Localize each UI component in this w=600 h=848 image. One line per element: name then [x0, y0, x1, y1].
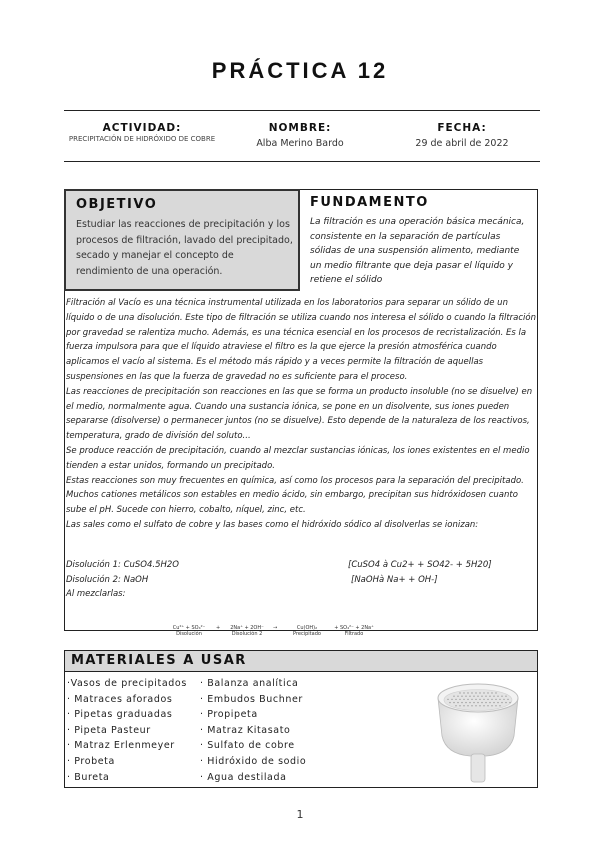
name-field: [220, 122, 380, 149]
paragraph-filtracion: Filtración al Vacío es una técnica instrumental utilizada en los laboratorios para separar un sólido de un líquido o de una disolución. Este tipo de filtración se utiliza cuando nos interesa el sólido o cuando la filtración por gravedad se ralentiza mucho. Además, es una técnica esencial en los procesos de recristalización. Es la fuerza impulsora para que el líquido atraviese el filtro es la que ejerce la presión atmosférica cuando aplicamos el vacío al sistema. Es el método más rápido y a veces permite la filtración de aquellas suspensiones en las que la fuerza de gravedad no es suficiente para el proceso.: [66, 298, 537, 382]
perforation-hole: [465, 696, 466, 697]
page-number: 1: [296, 808, 304, 821]
funnel-stem: [471, 754, 485, 782]
list-item: · Matraz Kitasato: [200, 724, 291, 736]
list-item: · Agua destilada: [200, 771, 287, 783]
perforation-hole: [489, 696, 490, 697]
perforation-hole: [455, 699, 456, 700]
perforation-hole: [481, 696, 482, 697]
perforation-hole: [495, 699, 496, 700]
perforation-hole: [493, 702, 494, 703]
buchner-funnel-image: [428, 676, 528, 784]
perforation-hole: [469, 696, 470, 697]
perforation-hole: [471, 699, 472, 700]
date-field: [384, 122, 540, 149]
list-item: · Pipetas graduadas: [67, 709, 173, 721]
list-item: · Bureta: [67, 771, 110, 783]
perforation-hole: [489, 702, 490, 703]
objetivo-box: [64, 189, 300, 291]
perforation-hole: [497, 696, 498, 697]
eq-term-1: [170, 625, 208, 637]
perforation-hole: [471, 705, 472, 706]
paragraph-reaccion: Se produce reacción de precipitación, cuando al mezclar sustancias iónicas, los iones existentes en el medio tienden a estar unidos, formando un precipitado.: [66, 445, 530, 471]
mix-label: Al mezclarlas:: [66, 589, 126, 599]
perforation-hole: [455, 705, 456, 706]
fundamento-text: La filtración es una operación básica mecánica, consistente en la separación de partículas sólidas de una suspensión alimento, mediante un medio filtrante que deja pasar el líquido y retiene el sólido: [310, 217, 525, 285]
perforation-hole: [495, 692, 496, 693]
perforation-hole: [499, 699, 500, 700]
eq-term-4: [332, 625, 376, 637]
perforation-hole: [501, 702, 502, 703]
disolucion-2-row: [66, 575, 536, 585]
perforation-hole: [507, 699, 508, 700]
perforation-hole: [491, 692, 492, 693]
perforation-hole: [483, 705, 484, 706]
materiales-heading: MATERIALES A USAR: [71, 653, 247, 668]
perforation-hole: [459, 692, 460, 693]
list-item: · Hidróxido de sodio: [200, 755, 307, 767]
perforation-hole: [473, 702, 474, 703]
perforation-hole: [485, 696, 486, 697]
perforation-hole: [487, 705, 488, 706]
list-item: · Matraces aforados: [67, 693, 173, 705]
list-item: · Pipeta Pasteur: [67, 724, 151, 736]
fundamento-heading: FUNDAMENTO: [310, 195, 429, 210]
perforation-hole: [475, 692, 476, 693]
header-top-rule: [64, 110, 540, 111]
perforation-hole: [499, 705, 500, 706]
date-value: 29 de abril de 2022: [415, 138, 509, 149]
perforation-hole: [471, 692, 472, 693]
header-bottom-rule: [64, 161, 540, 162]
perforation-hole: [467, 692, 468, 693]
perforation-hole: [487, 692, 488, 693]
perforation-hole: [461, 696, 462, 697]
paragraph-sales: Las sales como el sulfato de cobre y las bases como el hidróxido sódico al disolverlas se ionizan:: [66, 519, 479, 530]
paragraph-cationes: Muchos cationes metálicos son estables en medio ácido, sin embargo, precipitan sus hidróxidosen cuanto sube el pH. Sucede con hierro, cobalto, níquel, zinc, etc.: [66, 490, 518, 516]
perforation-hole: [501, 696, 502, 697]
perforation-hole: [509, 702, 510, 703]
perforation-hole: [485, 702, 486, 703]
list-item: · Balanza analítica: [200, 678, 299, 689]
name-label: NOMBRE:: [268, 122, 332, 134]
eq-term-2: [226, 625, 268, 637]
paragraph-frecuencia: Estas reacciones son muy frecuentes en química, así como los procesos para la separación del precipitado.: [66, 475, 524, 486]
perforation-hole: [481, 702, 482, 703]
eq-term-3: [285, 625, 329, 637]
materiales-header: [64, 650, 538, 672]
disolucion-1-label: Disolución 1: CuSO4.5H2O: [66, 560, 179, 570]
perforation-hole: [463, 705, 464, 706]
perforation-hole: [503, 699, 504, 700]
list-item: · Sulfato de cobre: [200, 740, 295, 752]
perforation-hole: [449, 702, 450, 703]
perforation-hole: [453, 696, 454, 697]
list-item: · Probeta: [67, 755, 115, 767]
perforation-hole: [461, 702, 462, 703]
perforation-hole: [447, 699, 448, 700]
perforation-hole: [477, 696, 478, 697]
perforation-hole: [475, 699, 476, 700]
perforation-hole: [505, 702, 506, 703]
eq-term-3-formula: Cu(OH)₂: [296, 625, 318, 631]
perforation-hole: [483, 692, 484, 693]
page-title: PRÁCTICA 12: [211, 58, 389, 83]
date-label: FECHA:: [437, 122, 487, 134]
disolucion-1-row: [66, 560, 536, 570]
perforation-hole: [473, 696, 474, 697]
disolucion-1-ionization: [CuSO4 à Cu2+ + SO42- + 5H20]: [348, 560, 492, 570]
eq-term-4-formula: + SO₄²⁻ + 2Na⁺: [334, 625, 374, 631]
perforation-hole: [463, 699, 464, 700]
perforation-hole: [479, 705, 480, 706]
list-item: · Embudos Buchner: [200, 693, 303, 705]
activity-label: ACTIVIDAD:: [102, 122, 182, 134]
activity-field: [64, 122, 220, 145]
perforation-hole: [467, 705, 468, 706]
perforation-hole: [495, 705, 496, 706]
list-item: · Matraz Erlenmeyer: [67, 740, 175, 752]
body-text: [66, 296, 536, 533]
eq-plus: +: [216, 625, 221, 631]
perforation-hole: [479, 692, 480, 693]
perforation-hole: [453, 702, 454, 703]
perforation-hole: [463, 692, 464, 693]
disolucion-2-ionization: [NaOHà Na+ + OH-]: [351, 575, 438, 585]
eq-term-2-formula: 2Na⁺ + 2OH⁻: [230, 625, 264, 631]
perforation-hole: [479, 699, 480, 700]
perforation-hole: [497, 702, 498, 703]
perforation-hole: [483, 699, 484, 700]
perforation-hole: [477, 702, 478, 703]
name-value: Alba Merino Bardo: [256, 138, 344, 149]
disolucion-2-label: Disolución 2: NaOH: [66, 575, 149, 585]
objetivo-text: Estudiar las reacciones de precipitación y los procesos de filtración, lavado del precipitado, secado y manejar el concepto de rendimiento de una operación.: [76, 219, 293, 277]
eq-term-1-formula: Cu²⁺ + SO₄²⁻: [172, 625, 206, 631]
perforation-hole: [457, 702, 458, 703]
perforation-hole: [467, 699, 468, 700]
objetivo-heading: OBJETIVO: [76, 197, 158, 212]
perforation-hole: [459, 699, 460, 700]
perforation-hole: [465, 702, 466, 703]
materiales-list-1: [67, 676, 187, 785]
perforation-hole: [475, 705, 476, 706]
paragraph-precipitacion: Las reacciones de precipitación son reacciones en las que se forma un producto insoluble (no se disuelve) en el medio, normalmente agua. Cuando una sustancia iónica, se pone en un disolvente, sus iones pueden separarse (disolverse) o permanecer juntos (no se disuelve). Esto depende de la naturaleza de los reactivos, temperatura, grado de división del soluto...: [66, 386, 533, 442]
perforation-hole: [493, 696, 494, 697]
eq-term-4-caption: Filtrado: [344, 631, 364, 637]
perforation-hole: [487, 699, 488, 700]
perforation-hole: [451, 699, 452, 700]
perforation-hole: [459, 705, 460, 706]
list-item: · Propipeta: [200, 709, 258, 721]
perforation-hole: [505, 696, 506, 697]
perforation-hole: [469, 702, 470, 703]
perforation-hole: [457, 696, 458, 697]
eq-term-2-caption: Disolución 2: [231, 631, 263, 637]
perforation-hole: [491, 705, 492, 706]
materiales-list-2: [200, 676, 306, 785]
list-item: ·Vasos de precipitados: [67, 678, 187, 689]
activity-value: PRECIPITACIÓN DE HIDRÓXIDO DE COBRE: [68, 135, 216, 143]
funnel-plate: [444, 690, 512, 711]
eq-term-3-caption: Precipitado: [293, 631, 321, 637]
eq-arrow: →: [273, 625, 278, 631]
eq-term-1-caption: Disolución: [176, 631, 202, 637]
perforation-hole: [491, 699, 492, 700]
